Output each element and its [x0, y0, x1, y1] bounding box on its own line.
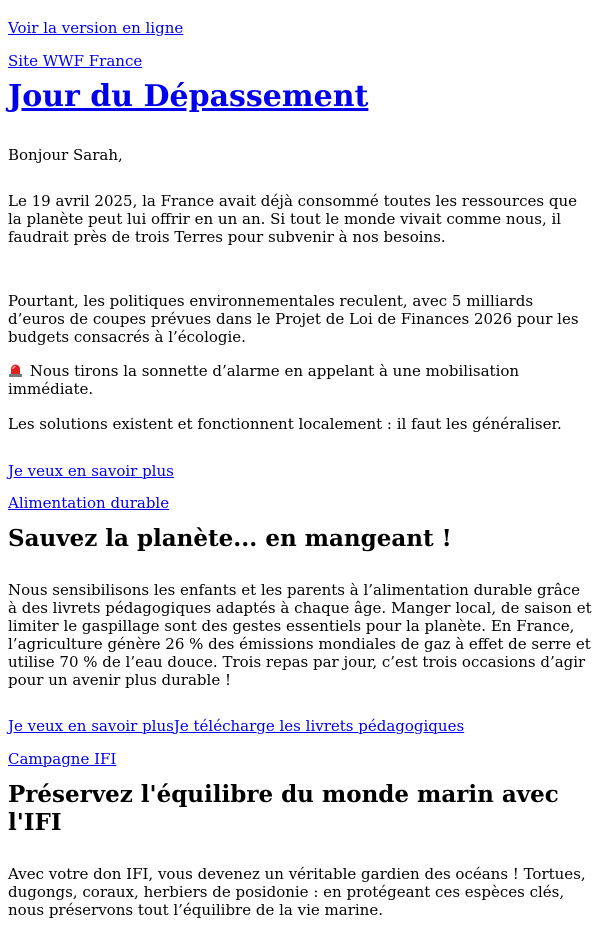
alarm-paragraph	[8, 362, 592, 398]
intro-paragraph-4: Les solutions existent et fonctionnent localement : il faut les généraliser.	[8, 415, 562, 433]
section-food-cta-row	[8, 717, 592, 735]
section-ifi-heading: Préservez l'équilibre du monde marin avec l'IFI	[8, 781, 559, 836]
intro-paragraph-1: Le 19 avril 2025, la France avait déjà consommé toutes les ressources que la planète peut lui offrir en un an. Si tout le monde vivait comme nous, il faudrait près de trois Terres pour subvenir à nos besoins.	[8, 192, 577, 246]
download-booklets-link[interactable]: Je télécharge les livrets pédagogiques	[173, 717, 465, 735]
section-food-heading: Sauvez la planète... en mangeant !	[8, 525, 452, 552]
view-online-link[interactable]: Voir la version en ligne	[8, 19, 184, 37]
page-title	[8, 79, 592, 115]
alarm-text: Nous tirons la sonnette d’alarme en appelant à une mobilisation immédiate.	[8, 362, 520, 398]
food-learn-more-link[interactable]: Je veux en savoir plus	[8, 717, 174, 735]
site-wwf-link[interactable]: Site WWF France	[8, 52, 143, 70]
intro-paragraph-2: Pourtant, les politiques environnementales reculent, avec 5 milliards d’euros de coupes prévues dans le Projet de Loi de Finances 2026 pour les budgets consacrés à l’écologie.	[8, 292, 579, 346]
section-ifi-body: Avec votre don IFI, vous devenez un véritable gardien des océans ! Tortues, dugongs, coraux, herbiers de posidonie : en protégeant ces espèces clés, nous préservons tout l’équilibre de la vie marine.	[8, 865, 586, 919]
learn-more-link[interactable]: Je veux en savoir plus	[8, 462, 174, 480]
rotating-light-icon	[8, 363, 23, 377]
section-food-label-link[interactable]: Alimentation durable	[8, 494, 170, 512]
section-ifi-label-link[interactable]: Campagne IFI	[8, 750, 117, 768]
page-title-link[interactable]: Jour du Dépassement	[8, 79, 369, 114]
greeting-text: Bonjour Sarah,	[8, 146, 123, 164]
section-food-body: Nous sensibilisons les enfants et les parents à l’alimentation durable grâce à des livrets pédagogiques adaptés à chaque âge. Manger local, de saison et limiter le gaspillage sont des gestes essentiels pour la planète. En France, l’agriculture génère 26 % des émissions mondiales de gaz à effet de serre et utilise 70 % de l’eau douce. Trois repas par jour, c’est trois occasions d’agir pour un avenir plus durable !	[8, 581, 592, 689]
